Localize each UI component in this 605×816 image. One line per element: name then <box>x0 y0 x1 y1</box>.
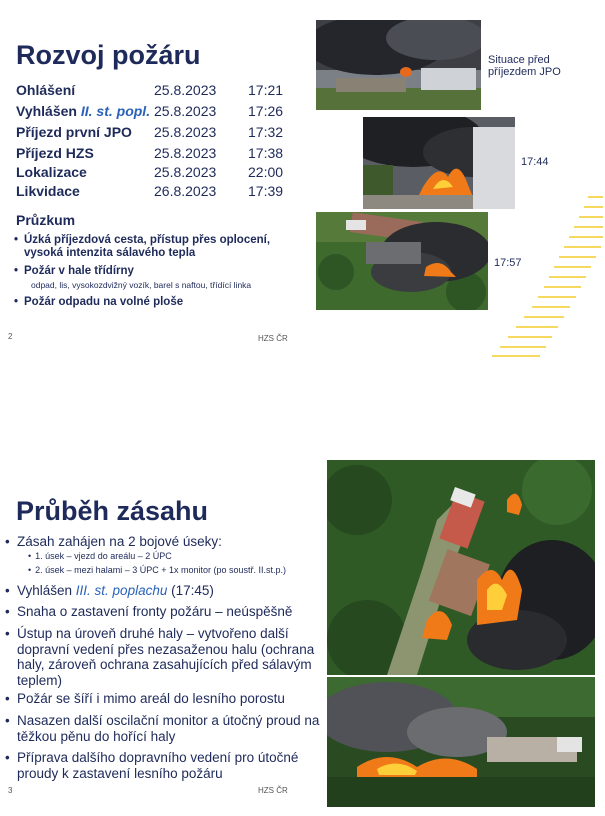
photo-aerial-fire <box>327 460 595 675</box>
bullet-text: vysoká intenzita sálavého tepla <box>24 247 196 259</box>
slide-title: Rozvoj požáru <box>16 40 201 70</box>
bullet-text: Příprava dalšího dopravního vedení pro útočné proudy k zastavení lesního požáru <box>17 750 299 781</box>
bullet-text: Požár odpadu na volné ploše <box>24 296 184 308</box>
photo-caption: 17:57 <box>494 257 522 269</box>
bullet-dot: • <box>5 713 10 728</box>
bullet-item <box>5 534 323 550</box>
bullet-dot: • <box>28 565 32 575</box>
bullet-text: Nasazen další oscilační monitor a útočný proud na těžkou pěnu do hořící haly <box>17 713 320 744</box>
event-label: Vyhlášen <box>16 103 81 119</box>
sub-bullet-item <box>28 565 286 575</box>
event-label: Příjezd první JPO <box>16 124 132 140</box>
bullet-item <box>5 691 323 707</box>
bullet-dot: • <box>14 296 19 308</box>
bullet-dot: • <box>5 583 10 598</box>
bullet-dot: • <box>5 604 10 619</box>
photo-1757-aerial <box>316 212 488 310</box>
sub-bullet-text: 1. úsek – vjezd do areálu – 2 ÚPC <box>35 551 172 561</box>
event-time: 17:26 <box>248 103 284 119</box>
bullet-item <box>5 626 323 688</box>
bullet-dot: • <box>5 691 10 706</box>
bullet-dot: • <box>5 626 10 641</box>
bullet-dot: • <box>14 265 19 277</box>
sub-bullet-text: 2. úsek – mezi halami – 3 ÚPC + 1x monitor (po soustř. II.st.p.) <box>35 565 287 575</box>
bullet-dot: • <box>28 551 32 561</box>
bullet-dot: • <box>5 750 10 765</box>
bullet-item <box>14 296 183 309</box>
event-label-highlight: II. st. popl. <box>80 103 151 119</box>
event-label: Lokalizace <box>16 164 87 180</box>
event-label: Příjezd HZS <box>16 145 94 161</box>
bullet-text-highlight: III. st. poplachu <box>75 583 168 598</box>
slide-prubeh-zasahu <box>0 400 605 816</box>
bullet-item <box>5 604 323 620</box>
bullet-item <box>5 583 323 599</box>
bullet-item <box>5 713 323 744</box>
slide-rozvoj-pozaru <box>0 0 605 400</box>
bullet-text: Snaha o zastavení fronty požáru – neúspěšně <box>17 604 293 619</box>
slide-title: Průběh zásahu <box>16 496 209 526</box>
event-date: 25.8.2023 <box>154 145 217 161</box>
event-date: 25.8.2023 <box>154 124 217 140</box>
bullet-detail: odpad, lis, vysokozdvižný vozík, barel s naftou, třídící linka <box>31 280 252 290</box>
event-time: 17:21 <box>248 82 284 98</box>
decorative-stripes <box>480 195 605 360</box>
event-date: 25.8.2023 <box>154 82 217 98</box>
event-date: 26.8.2023 <box>154 183 217 199</box>
bullet-text: Zásah zahájen na 2 bojové úseky: <box>17 534 222 549</box>
photo-before-arrival <box>316 20 481 110</box>
event-time: 17:38 <box>248 145 284 161</box>
footer-label: HZS ČR <box>258 334 288 343</box>
sub-bullet-item <box>28 551 172 561</box>
photo-1744 <box>363 117 515 209</box>
event-label: Ohlášení <box>16 82 76 98</box>
photo-caption: příjezdem JPO <box>488 66 561 78</box>
bullet-item <box>14 234 270 260</box>
bullet-dot: • <box>14 234 19 246</box>
event-time: 17:39 <box>248 183 284 199</box>
photo-forest-fire <box>327 677 595 807</box>
bullet-text: Požár se šíří i mimo areál do lesního porostu <box>17 691 285 706</box>
bullet-text: (17:45) <box>167 583 214 598</box>
photo-caption: 17:44 <box>521 156 549 168</box>
event-time: 17:32 <box>248 124 284 140</box>
bullet-item <box>14 265 134 278</box>
bullet-item <box>5 750 323 781</box>
section-heading: Průzkum <box>16 212 76 228</box>
event-date: 25.8.2023 <box>154 103 217 119</box>
footer-label: HZS ČR <box>258 786 288 795</box>
bullet-text: Ústup na úroveň druhé haly – vytvořeno další dopravní vedení přes nezasaženou halu (ochrana haly, zároveň ochrana zasahujících před sálavým teplem) <box>17 626 315 688</box>
bullet-text: Úzká příjezdová cesta, přístup přes oplocení, <box>24 234 271 246</box>
bullet-dot: • <box>5 534 10 549</box>
event-date: 25.8.2023 <box>154 164 217 180</box>
bullet-text: Požár v hale třídírny <box>24 265 134 277</box>
event-time: 22:00 <box>248 164 284 180</box>
bullet-text: Vyhlášen <box>17 583 76 598</box>
event-label: Likvidace <box>16 183 80 199</box>
page-number: 2 <box>8 332 13 341</box>
page-number: 3 <box>8 786 13 795</box>
photo-caption: Situace před <box>488 54 550 66</box>
